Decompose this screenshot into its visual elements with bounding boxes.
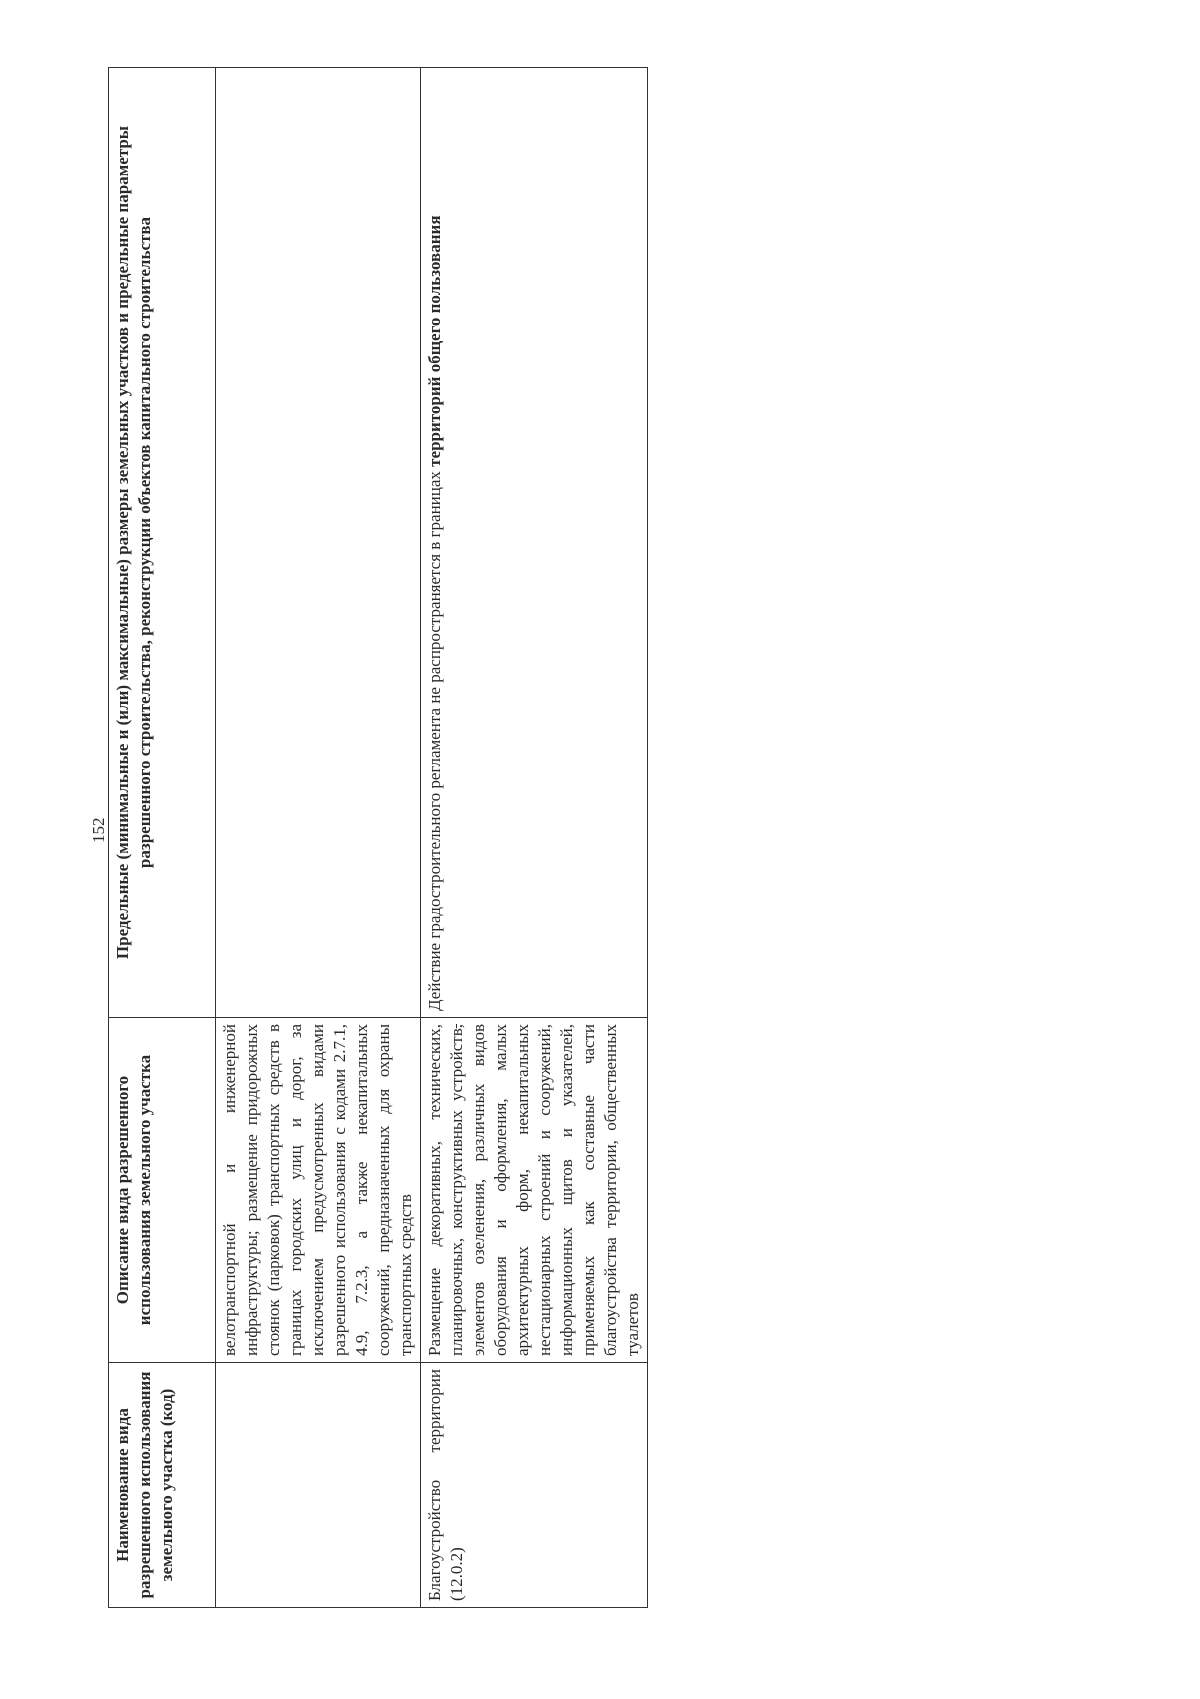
- header-use-name: Наименование вида разрешенного использования земельного участка (код): [109, 1363, 216, 1608]
- table-header-row: [109, 68, 216, 1608]
- rotated-page: [90, 68, 790, 1608]
- table-row: [421, 68, 648, 1608]
- header-limits: Предельные (минимальные и (или) максимальные) размеры земельных участков и предельные параметры разрешенного строительства, реконструкции объектов капитального строительства: [109, 68, 216, 1018]
- regulations-table: [108, 67, 648, 1608]
- description-text: Размещение декоративных, технических, планировочных, конструктивных устройств: [425, 1024, 466, 1356]
- limits-text: Действие градостроительного регламента не распространяется в границах: [425, 466, 444, 1011]
- cell-use-name: Благоустройство территории (12.0.2): [421, 1363, 648, 1608]
- cell-use-description: велотранспортной и инженерной инфраструктуры; размещение придорожных стоянок (парковок) транспортных средств в границах городских улиц и дорог, за исключением предусмотренных видами разрешенного использования с кодами 2.7.1, 4.9, 7.2.3, а также некапитальных сооружений, предназначенных для охраны транспортных средств: [216, 1018, 421, 1363]
- limits-text-bold: территорий общего пользования: [425, 215, 444, 467]
- page-number: 152: [89, 817, 108, 843]
- description-text-continued: элементов озеленения, различных видов оборудования и оформления, малых архитектурных форм, некапитальных нестационарных строений и сооружений, информационных щитов и указателей, применяемых как составные части благоустройства территории, общественных туалетов: [469, 1024, 642, 1356]
- cell-use-name: [216, 1363, 421, 1608]
- table-row: [216, 68, 421, 1608]
- cell-limits: [421, 68, 648, 1018]
- cell-limits: [216, 68, 421, 1018]
- cell-use-description: [421, 1018, 648, 1363]
- header-use-description: Описание вида разрешенного использования земельного участка: [109, 1018, 216, 1363]
- struck-comma: ,: [447, 1024, 466, 1029]
